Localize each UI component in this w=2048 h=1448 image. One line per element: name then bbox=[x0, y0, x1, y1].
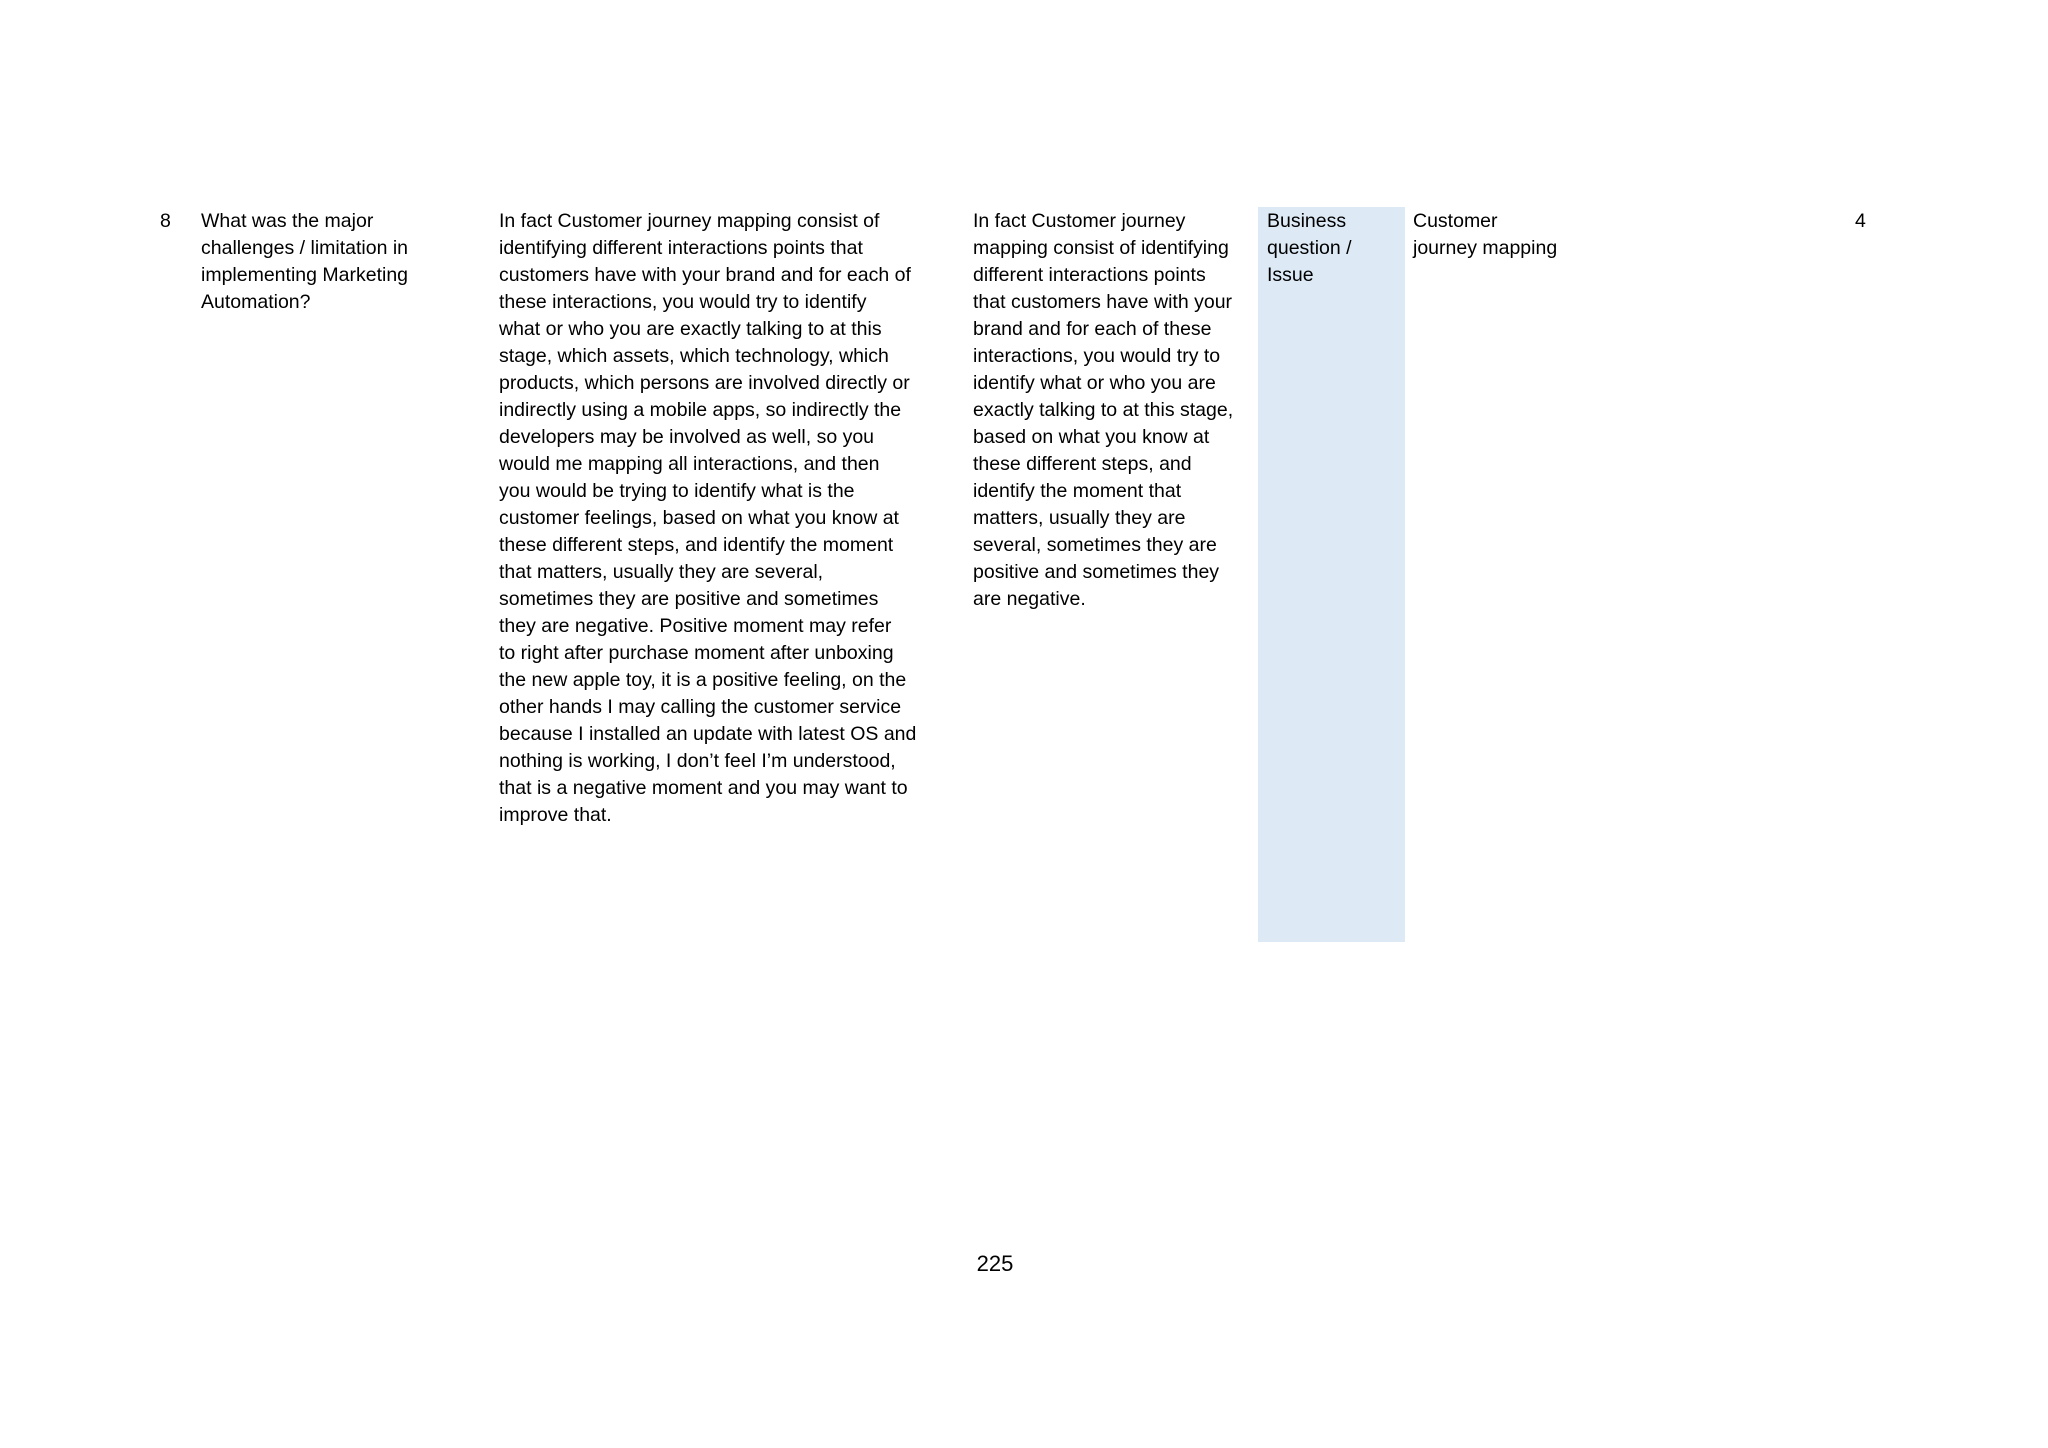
category-highlight bbox=[1258, 207, 1405, 942]
page-number: 225 bbox=[976, 1251, 1014, 1276]
answer-cell: In fact Customer journey mapping consist of identifying different interactions points that customers have with your brand and for each of these interactions, you would try to identify what or who you are exactly talking to at this stage, which assets, which technology, which products, which persons are involved directly or indirectly using a mobile apps, so indirectly the developers may be involved as well, so you would me mapping all interactions, and then you would be trying to identify what is the customer feelings, based on what you know at these different steps, and identify the moment that matters, usually they are several, sometimes they are positive and sometimes they are negative. Positive moment may refer to right after purchase moment after unboxing the new apple toy, it is a positive feeling, on the other hands I may calling the customer service because I installed an update with latest OS and nothing is working, I don’t feel I’m understood, that is a negative moment and you may want to improve that. bbox=[499, 210, 917, 826]
theme-cell: Customer journey mapping bbox=[1413, 210, 1558, 259]
row-number: 8 bbox=[160, 210, 171, 232]
category-cell: Business question / Issue bbox=[1267, 210, 1352, 286]
summary-cell: In fact Customer journey mapping consist of identifying different interactions points that customers have with your brand and for each of these interactions, you would try to identify what or who you are exactly talking to at this stage, based on what you know at these different steps, and identify the moment that matters, usually they are several, sometimes they are positive and sometimes they are negative. bbox=[973, 210, 1234, 610]
question-cell: What was the major challenges / limitation in implementing Marketing Automation? bbox=[201, 210, 409, 313]
count-cell: 4 bbox=[1855, 210, 1866, 232]
